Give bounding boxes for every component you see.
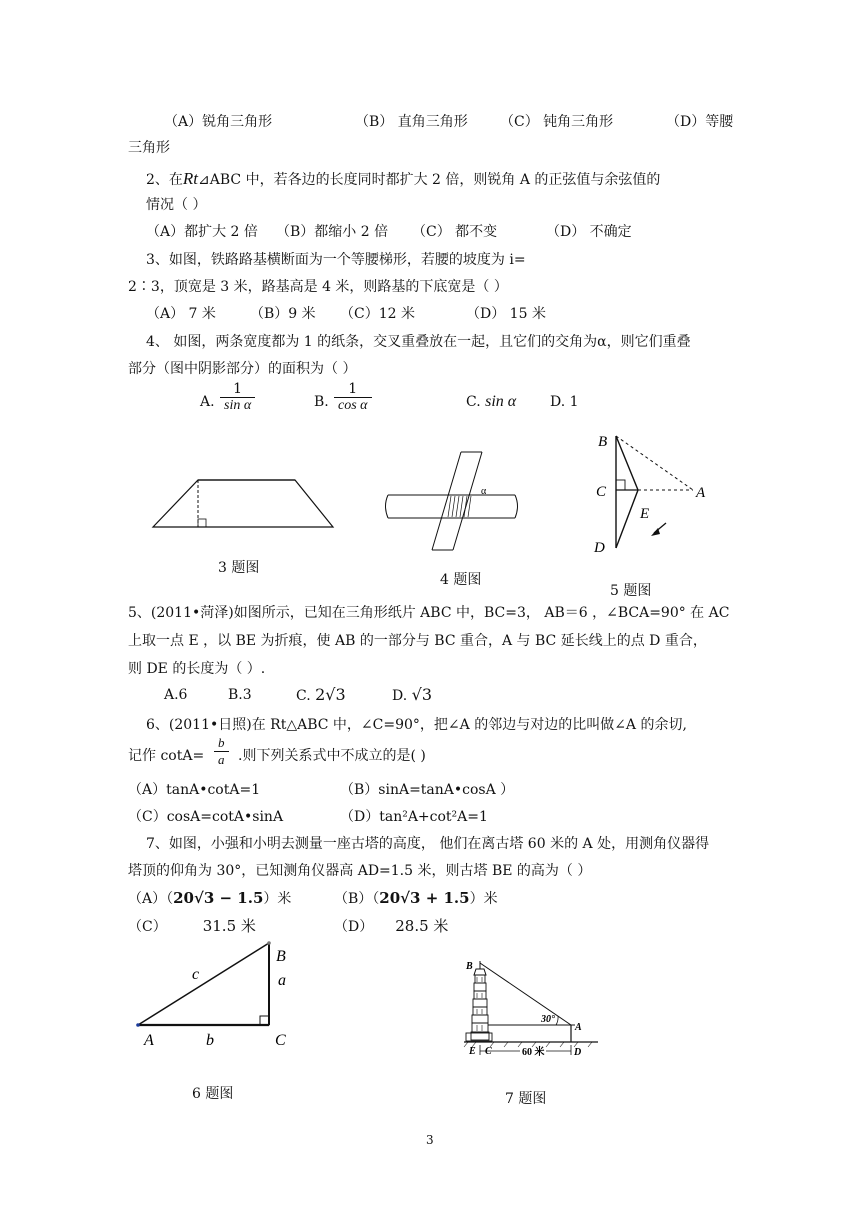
q1-option-d: （D）等腰 [666, 114, 734, 130]
q7-option-a: （A）（20√3 − 1.5）米 [128, 889, 292, 907]
q4-option-d: D. 1 [550, 394, 579, 410]
q6-option-c: （C）cosA=cotA•sinA [128, 809, 284, 825]
q5-option-a: A.6 [164, 687, 188, 703]
figure-6-label-c-vertex: C [275, 1032, 286, 1049]
q1-option-b: （B） 直角三角形 [355, 114, 468, 130]
q4-option-c: C. sin α [466, 393, 517, 410]
q6-option-b: （B）sinA=tanA•cosA ） [340, 782, 515, 798]
figure-7-label-c: C [485, 1046, 492, 1057]
figure-7-pagoda [460, 955, 610, 1065]
q2-line1: 2、在Rt⊿ABC 中，若各边的长度同时都扩大 2 倍，则锐角 A 的正弦值与余弦值的 [146, 169, 661, 188]
q2-option-a: （A）都扩大 2 倍 [146, 224, 258, 240]
figure-5-folded-triangle [588, 428, 718, 556]
q7-line2: 塔顶的仰角为 30°，已知测角仪器高 AD=1.5 米，则古塔 BE 的高为（ ） [128, 863, 592, 879]
q6-cot-fraction: b a [214, 735, 229, 768]
q6-line2-suffix: .则下列关系式中不成立的是( ) [238, 748, 426, 764]
q4-line1: 4、 如图，两条宽度都为 1 的纸条，交叉重叠放在一起，且它们的交角为α，则它们重叠 [146, 334, 691, 350]
figure-6-label-c-side: c [192, 966, 200, 983]
q5-option-d: D. √3 [392, 685, 433, 704]
figure-5-label-c: C [596, 484, 607, 500]
q2-option-c: （C） 都不变 [412, 224, 498, 240]
figure-6-label-b-side: b [206, 1032, 214, 1049]
figure-5-label-e: E [640, 506, 650, 522]
q2-line2: 情况（ ） [146, 197, 207, 213]
q1-option-a: （A）锐角三角形 [164, 114, 273, 130]
q3-option-c: （C）12 米 [340, 306, 415, 322]
q2-option-b: （B）都缩小 2 倍 [276, 224, 389, 240]
figure-4-caption: 4 题图 [440, 572, 482, 588]
figure-7-distance-label: 60 米 [522, 1047, 545, 1058]
page-number: 3 [426, 1133, 434, 1147]
q4-option-a-fraction: 1 sin α [220, 381, 255, 414]
figure-5-label-b: B [598, 434, 608, 450]
q7-option-c: （C） 31.5 米 [128, 917, 256, 935]
q6-line1: 6、(2011•日照)在 Rt△ABC 中，∠C=90°，把∠A 的邻边与对边的比叫做∠A 的余切, [146, 717, 687, 733]
figure-7-caption: 7 题图 [505, 1091, 547, 1107]
q5-line2: 上取一点 E ，以 BE 为折痕，使 AB 的一部分与 BC 重合，A 与 BC 延长线上的点 D 重合， [128, 633, 707, 649]
figure-7-label-d: D [574, 1047, 582, 1058]
figure-7-label-b: B [466, 961, 473, 972]
figure-6-label-a-side: a [278, 972, 286, 989]
q7-option-d: （D） 28.5 米 [334, 917, 449, 935]
q3-option-b: （B）9 米 [250, 306, 316, 322]
q7-line1: 7、如图，小强和小明去测量一座古塔的高度， 他们在离古塔 60 米的 A 处，用测角仪器得 [146, 836, 710, 852]
q5-line1: 5、(2011•菏泽)如图所示，已知在三角形纸片 ABC 中，BC=3， AB＝6 ，∠BCA=90° 在 AC [128, 605, 730, 621]
figure-5-caption: 5 题图 [610, 583, 652, 599]
q6-option-d: （D）tan²A+cot²A=1 [340, 809, 488, 825]
figure-4-crossed-strips [380, 450, 525, 555]
q5-option-b: B.3 [228, 687, 252, 703]
q6-line2-prefix: 记作 cotA= [128, 748, 205, 764]
q7-option-b: （B）（20√3 + 1.5）米 [334, 889, 498, 907]
q3-option-a: （A） 7 米 [146, 306, 216, 322]
figure-6-caption: 6 题图 [192, 1086, 234, 1102]
q6-option-a: （A）tanA•cotA=1 [128, 782, 261, 798]
figure-7-label-a: A [575, 1022, 582, 1033]
q3-option-d: （D） 15 米 [466, 306, 546, 322]
figure-5-label-a: A [696, 485, 706, 501]
q2-option-d: （D） 不确定 [546, 224, 632, 240]
q1-option-c: （C） 钝角三角形 [500, 114, 614, 130]
figure-3-caption: 3 题图 [218, 560, 260, 576]
figure-7-label-e: E [469, 1046, 476, 1057]
q3-line2: 2∶3，顶宽是 3 米，路基高是 4 米，则路基的下底宽是（ ） [128, 279, 508, 295]
q4-option-a: A. [200, 394, 215, 410]
q5-line3: 则 DE 的长度为（ ）. [128, 661, 266, 677]
q4-option-b-fraction: 1 cos α [334, 381, 372, 414]
figure-6-right-triangle [130, 935, 305, 1055]
q1-option-d-cont: 三角形 [128, 140, 170, 156]
q4-option-b: B. [314, 394, 329, 410]
figure-6-label-b-vertex: B [276, 948, 286, 965]
q4-line2: 部分（图中阴影部分）的面积为（ ） [128, 361, 357, 377]
q3-line1: 3、如图，铁路路基横断面为一个等腰梯形，若腰的坡度为 i= [146, 252, 526, 268]
q5-option-c: C. 2√3 [296, 685, 346, 704]
figure-7-angle-label: 30° [541, 1014, 555, 1025]
figure-4-alpha-label: α [481, 486, 487, 497]
figure-5-label-d: D [594, 540, 605, 556]
figure-6-label-a-vertex: A [144, 1032, 154, 1049]
figure-3-trapezoid [150, 475, 340, 535]
